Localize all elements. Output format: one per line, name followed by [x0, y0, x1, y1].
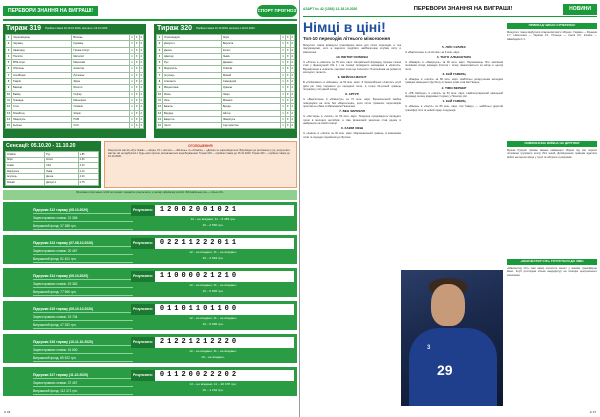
results-label: Результати: — [131, 370, 155, 381]
table-row: 2 Дніпро-1 Ворскла 1 X 2 — [157, 41, 295, 47]
tiraz-319-sub: Прийом ставок 10-16.10.2020, виплата з 16.10.2020 — [45, 26, 108, 30]
winnings-line: 12 – не вгадано; 11 – 8 459 грн. — [190, 217, 236, 221]
results-label: Результати: — [131, 271, 155, 282]
table-row: 6 Маріуполь Олімпік 1 X 2 — [157, 66, 295, 72]
prize-fund: Виграшний фонд: 51 401 грн. — [33, 255, 133, 263]
brand-logo: СПОРТ ПРОГНОЗ — [257, 5, 297, 17]
table-row: Ахмат СКА 3.10 — [6, 163, 99, 169]
notice-box — [104, 141, 297, 188]
table-row: 1 Чорноморець Волинь 1 X 2 — [6, 35, 144, 41]
issue-number: АЗАРТ № 42 (1393) 12-18.10.2020 — [303, 6, 358, 11]
table-row: Інгулець Десна 4.20 — [6, 174, 99, 180]
sidebar-news-title: ПРИКЛАД ЧИХАЄ СУПЕРКЛАС — [507, 23, 597, 29]
article-subheading: 3. КАЙ ГАВЕРЦ — [442, 72, 466, 77]
table-row: 11 Гранада Мальорка 1 X 2 — [7, 98, 142, 102]
news-sidebar — [507, 20, 597, 410]
article-subheading: 7. БЕН ЧИЛУЕЛЛ — [339, 109, 365, 114]
sidebar-news-item — [507, 20, 597, 138]
table-row: 12 Сток Олімпік 1 X 2 — [7, 105, 142, 109]
left-header — [3, 3, 297, 21]
header-tag: ПЕРЕВОРИ ЗНАННЯ НА ВИГРАШІ! — [3, 6, 98, 16]
right-page — [300, 0, 600, 417]
winnings-line: 10 – 2 560 грн. — [202, 222, 224, 227]
sidebar-news-title: «МАНЧЕСТЕР СІТІ» ГОТУЄТЬСЯ ДО ЗМІН — [507, 259, 597, 265]
prize-fund: Виграшний фонд: 77 906 грн. — [33, 288, 133, 296]
table-row: 5 Рух Динамо 1 X 2 — [157, 60, 295, 66]
table-row: 1 Олександрія Зоря 1 X 2 — [157, 35, 295, 41]
tiraz-320-title: Тираж 320 — [157, 24, 193, 32]
info-strip: Програма спортивних подій на тиражі: перевірте результати у своєму офіційному розділі. Відповідальна гра — тільки 18+. — [3, 190, 297, 200]
winnings-line: 10 – 6 696 грн. — [202, 321, 224, 326]
article-subheading: 4. ТІАГО АЛЬКАНТАРА — [436, 55, 472, 60]
result-digits: 11000021210 — [159, 272, 240, 281]
table-row: 9 Бавлар Ягелло 1 X 2 — [6, 85, 144, 91]
article-subheading: 1. КАЙ ГАВЕРЦ — [442, 99, 466, 104]
tiraz-319-table — [3, 24, 146, 138]
table-row: 8 Аталанта Сампдорія 1 X 2 — [157, 79, 295, 85]
result-digits: 01120022202 — [159, 371, 240, 380]
article-paragraph: Із «Лестера» в «Челсі» за 50 млн. євро. Лондонці продовжують вкладати гроші в молодих англійців, а ліве фланговий захисник став одним із найкращих на своїй позиції. — [303, 115, 401, 126]
right-header — [303, 3, 597, 17]
sidebar-news-item — [507, 256, 597, 374]
draw-title: Підсумки 316 тиражу (10-11.10.2020) — [33, 338, 133, 346]
page-number-left: А 16 — [4, 410, 11, 415]
prize-fund: Виграшний фонд: 37 388 грн. — [33, 222, 133, 230]
result-digits: 02211222011 — [159, 239, 240, 248]
results-label: Результати: — [131, 238, 155, 249]
winnings-line: 10 – 5 806 грн. — [202, 288, 224, 293]
article-paragraph: Із «РБ Лейпциг» в «Челсі» за 53 млн. євро. Найпопулярніший німецький форвард сезону відкриває сторінку у Прем'єр-лізі. — [405, 91, 503, 99]
result-digits: 12002001021 — [159, 206, 240, 215]
article-column-1 — [303, 44, 401, 406]
article-headline: Німці в ціні! — [303, 19, 386, 35]
table-row: 14 Евертон Ліверпуль 1 X 2 — [158, 117, 293, 121]
page-number-right: А 17 — [589, 410, 596, 415]
table-row: 9 Фіорентина Удінезе 1 X 2 — [157, 85, 295, 91]
section-tag: НОВИНИ — [563, 4, 597, 14]
results-label: Результати: — [131, 205, 155, 216]
article-paragraph: Із «Барселони» в «Атлетіко» за 6 млн. євро. — [405, 50, 461, 54]
table-row: 15 Челсі Саутгемптон 1 X 2 — [158, 124, 293, 128]
draw-result-block — [3, 367, 297, 398]
registered-bets: Зареєстровано ставок: 16 600 — [33, 346, 133, 354]
article-paragraph: Із «Барселони» в «Ювентус» за 72 млн. євро. Бразильський хавбек повернувся на поле без «Барселони», коли після тривалих переговорів пристав на обмін із Міраламом Пьяничем. — [303, 98, 401, 109]
table-row: 12 Базель Бреда 1 X 2 — [158, 105, 293, 109]
table-row: 7 Інгулець Минай 1 X 2 — [157, 72, 295, 78]
main-article — [303, 20, 503, 410]
table-row: 11 Ліон Монако 1 X 2 — [158, 98, 293, 102]
table-row: 4 Шахтар Львів 1 X 2 — [157, 53, 295, 59]
winnings-line: 12 – не вгадано; 11 – не вгадано; — [189, 250, 237, 254]
table-row: Минай Дніпро-1 2.75 — [6, 179, 99, 185]
table-row: 3 Авангард Гірник-Спорт 1 X 2 — [6, 47, 144, 53]
article-paragraph: Із «Аякса» в «Челсі» за 40 млн. євро. Марокканський гравець із ковзанням голів та передач перейшов до Фулгем. — [303, 132, 401, 139]
results-label: Результати: — [131, 337, 155, 348]
draw-result-block — [3, 235, 297, 266]
article-subheading: 8. АРТУР — [345, 92, 359, 97]
registered-bets: Зареєстровано ставок: 15 744 — [33, 313, 133, 321]
sidebar-news-text: «Манчестер Сіті» має намір посилити захист у зимове трансферне вікно. Клуб розглядає кілька кандидатур на позицію центрального захисника. — [507, 266, 597, 277]
article-subheading: 2. ТІМО ВЕРНЕР — [441, 85, 467, 90]
draw-result-block — [3, 301, 297, 332]
winnings-line: 12 – не вгадано; 11 – 22 478 грн; — [189, 382, 237, 386]
table-row: 4 Полісся Металіст 1 X 2 — [6, 53, 144, 59]
table-row: 5 ВПК-Агро Миколаїв 1 X 2 — [6, 60, 144, 66]
table-row: 10 Байєр Гоф'єр 1 X 2 — [7, 92, 142, 96]
article-subheading: 6. ХАКІМ ЗІЄШ — [340, 126, 364, 131]
sidebar-news-title: СИМФОНІЧНА ВИЇЗНА НА ДРУГОМУ — [507, 141, 597, 147]
draw-title: Підсумки 312 тиражу (05.10.2020) — [33, 206, 133, 214]
table-row: 6 Оболонь Ахметов 1 X 2 — [6, 66, 144, 72]
shirt-number: 29 — [437, 362, 453, 378]
shirt-sponsor: 3 — [427, 345, 431, 351]
table-row: Зоря Колос 2.60 — [6, 157, 99, 163]
winnings-line: 10 – не вгадано. — [201, 354, 225, 359]
article-subheading: 9. МЕЙСОН МАУНТ — [337, 75, 367, 80]
sensations-title: Сенсації: 05.10.20 - 11.10.20 — [6, 143, 76, 149]
table-row: Олімпік Рух 1.85 — [6, 152, 99, 158]
draw-title: Підсумки 317 тиражу (11.10.2020) — [33, 371, 133, 379]
winnings-line: 12 – не вгадано; 11 – не вгадано; — [189, 316, 237, 320]
winnings-line: 10 – 2 694 грн. — [202, 255, 224, 260]
registered-bets: Зареєстровано ставок: 20 467 — [33, 247, 133, 255]
sidebar-news-text: Минулого тижня відбулися спарингові матчі збірних. Україна — Франція 1:7, Німеччина — Україна 2:1. Польща — Італія 0:0, Іспанія — Швейцарія 1:1. — [507, 30, 597, 41]
article-paragraph: Із «Лілля» в «Наполі» за 75 млн. євро. Нігерійський форвард торішнє сезоні став у французькій Лізі 1 і на позиції провідного нападника в «Наполі». Відновлення в «Наполі» чергової поки що сплатили 70 мільйонів на розвиток молодого таланта. — [303, 60, 401, 75]
winnings-line: 12 – не вгадано; 11 – не вгадано; — [189, 349, 237, 353]
article-subheading: 10. ВІКТОР ОСІМХЕН — [336, 55, 368, 60]
table-row: 13 Вердер Айнтр. 1 X 2 — [158, 111, 293, 115]
article-paragraph: Із «Баварії» в «Ліверпуль» за 30 млн. євро. Переможець Ліги чемпіонів поповнив склад команди Клоппа і тепер змагатиметься за місце в центрі поля. — [405, 61, 503, 71]
winnings-line: 12 – не вгадано; 11 – не вгадано; — [189, 283, 237, 287]
table-row: 7 Алк-Веркс Луганськ 1 X 2 — [6, 72, 144, 78]
header-title: ПЕРЕВОРИ ЗНАННЯ НА ВИГРАШІ! — [413, 5, 513, 12]
sensations-table — [3, 141, 101, 188]
prize-fund: Виграшний фонд: 112 371 грн. — [33, 387, 133, 395]
tiraz-319-title: Тираж 319 — [6, 24, 42, 32]
draw-title: Підсумки 313 тиражу (07-08.10.2020) — [33, 239, 133, 247]
result-digits: 01101101100 — [159, 305, 240, 314]
article-paragraph: Із «Баєра» в «Челсі» за 80 млн. євро. Каї Гаверц — найбільш дорогий трансфер літа та новий лідер лондонців. — [405, 105, 503, 112]
article-paragraph: Минулого тижня вимкнули трансферне вікно для літніх переходів, а тож підсумовуємо, кого ж вдалося придбати найбагатшим клубам світу в міжсезонні. — [303, 44, 401, 54]
prize-fund: Виграшний фонд: 89 622 грн. — [33, 354, 133, 362]
draw-title: Підсумки 315 тиражу (09-10.10.2020) — [33, 305, 133, 313]
table-row: 15 Кьольн ССС 1 X 2 — [7, 124, 142, 128]
table-row: 14 Ліверпуль ПСВ 1 X 2 — [7, 117, 142, 121]
notice-text: Результати матчів «Рух Львів» – «Зоря» 0:1 і «Колос» – «Волинь» та «Олімпік» – «Дніпро-1» зараховуються. Відповідно до регламенту гри, результати матчів, які не відбулися з будь-яких причин, визначаються жеребкуванням. Тираж 319 — прийом ставок до 16.10.2020. Тираж 320 — прийом ставок до 16.10.2020. — [108, 149, 290, 159]
table-row: 13 Юнайтед Жорж 1 X 2 — [7, 111, 142, 115]
table-row: Маріуполь Львів 2.10 — [6, 168, 99, 174]
registered-bets: Зареєстровано ставок: 19 362 — [33, 280, 133, 288]
table-row: 8 Таврія Зірка 1 X 2 — [6, 79, 144, 85]
draw-result-block — [3, 334, 297, 365]
table-row: 3 Десна Колос 1 X 2 — [157, 47, 295, 53]
draw-result-block — [3, 202, 297, 233]
prize-fund: Виграшний фонд: 47 252 грн. — [33, 321, 133, 329]
article-subheading: 5. ЛУЇС СУАРЕС — [442, 45, 466, 49]
article-paragraph: В «Олімпіакос» в «Монако» за 50 млн. євро. З бразилійської «Сантос» клуб двічі рік тому перевели до середини поля, а тепер 24-річний гравець потрапив у потужний склад. — [303, 81, 401, 92]
notice-title: ОГОЛОШЕННЯ! — [188, 144, 213, 148]
registered-bets: Зареєстровано ставок: 21 366 — [33, 214, 133, 222]
winnings-line: 10 – 1 162 грн. — [202, 387, 224, 392]
tiraz-320-sub: Прийом ставок 16.10.2020, виплата з 19.10.2020 — [196, 26, 255, 30]
result-digits: 21221212220 — [159, 338, 240, 347]
article-subhead: Топ-10 переходів літнього міжсезоння — [303, 36, 391, 41]
tiraz-320-table — [154, 24, 297, 138]
sidebar-news-item — [507, 138, 597, 256]
draw-title: Підсумки 314 тиражу (09.10.2020) — [33, 272, 133, 280]
results-label: Результати: — [131, 304, 155, 315]
table-row: 10 Рома Лаціо 1 X 2 — [158, 92, 293, 96]
draw-result-block — [3, 268, 297, 299]
sidebar-news-text: Мреже Румунії тримає звання найкращої збірної під час першої половини групового етапу Ліги націй. Досвідченим гравцям вдалося вийти на перше місце у групі та обіграти суперників. — [507, 148, 597, 159]
table-row: 2 Черкащ. Кремінь 1 X 2 — [6, 41, 144, 47]
player-photo — [401, 270, 503, 406]
registered-bets: Зареєстровано ставок: 37 457 — [33, 379, 133, 387]
article-paragraph: Із «Баєра» в «Челсі» за 80 млн. євро. Найбільш розкрученим молодим гравцем німецького футболу останніх років став Каї Гаверц. — [405, 78, 503, 85]
